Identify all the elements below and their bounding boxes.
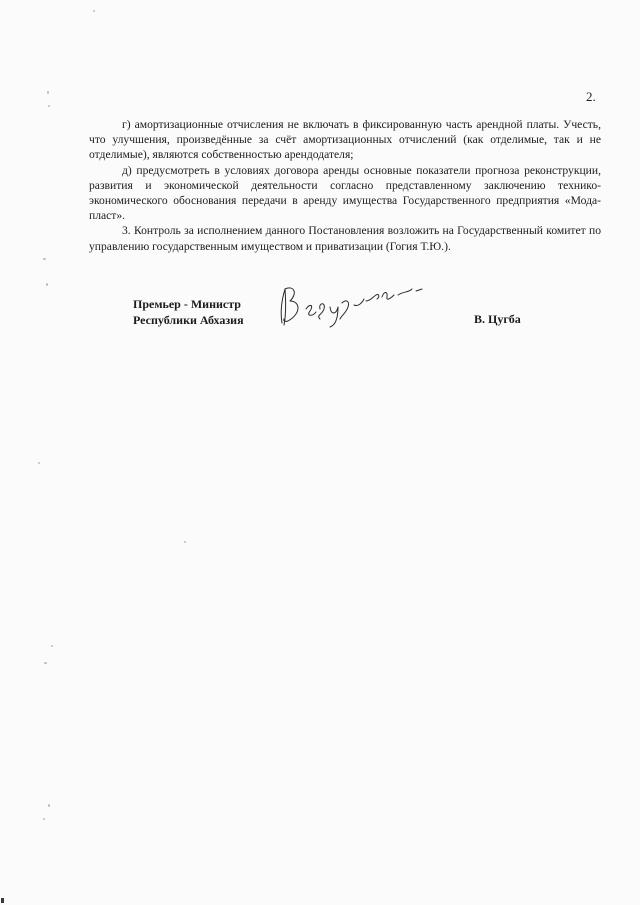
paragraph-lease-terms: д) предусмотреть в условиях договора аренды основные показатели прогноза реконструкции, развития и экономической деятельности согласно представленному заключению технико-экономического обоснования передачи в аренду имущества Государственного предприятия «Мода-пласт». [89,163,601,223]
page-number: 2. [586,89,596,104]
scan-speck [38,462,40,464]
document-body [89,117,601,254]
signatory-title [133,296,244,328]
scan-speck [93,10,95,12]
signatory-name: В. Цугба [474,312,521,326]
scan-speck [44,662,47,664]
scan-speck [48,804,50,807]
scan-speck [43,258,46,260]
signatory-title-line-2: Республики Абхазия [133,313,244,327]
scan-speck [184,541,186,543]
handwritten-signature [276,279,426,331]
paragraph-amortization: г) амортизационные отчисления не включать в фиксированную часть арендной платы. Учесть, что улучшения, произведённые за счёт амортизационных отчислений (как отделимые, так и не отделимые), являются собственностью арендодателя; [89,118,601,162]
paragraph-control: 3. Контроль за исполнением данного Постановления возложить на Государственный комитет по управлению государственным имуществом и приватизации (Гогия Т.Ю.). [89,224,601,253]
signatory-title-line-1: Премьер - Министр [133,297,241,311]
scan-speck [47,91,49,94]
scan-speck [43,818,45,820]
scan-speck [1,898,4,903]
scan-speck [51,645,53,647]
scan-speck [46,283,48,286]
scan-speck [48,105,50,107]
